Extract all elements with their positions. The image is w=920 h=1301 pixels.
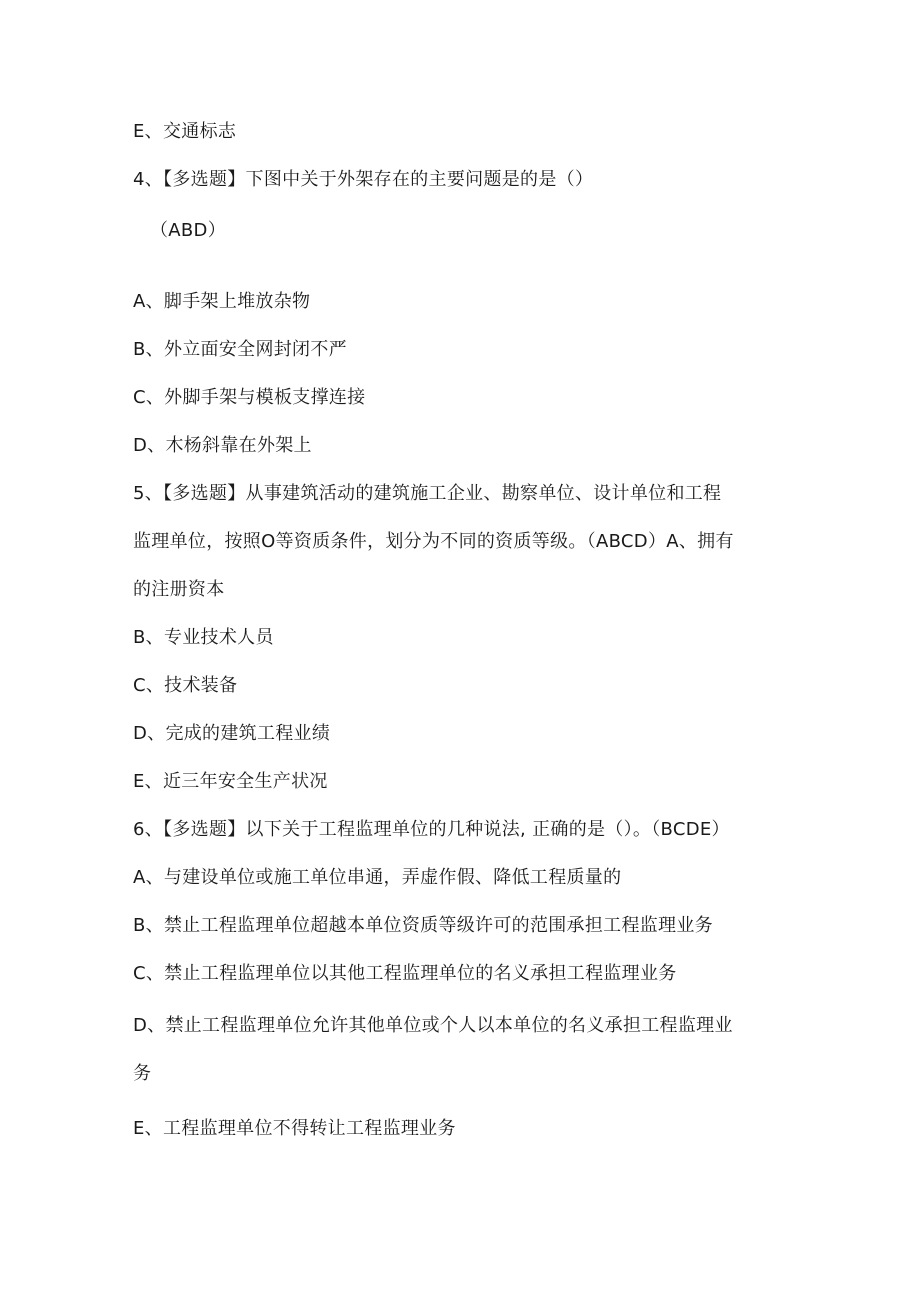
q6-option-b: B、禁止工程监理单位超越本单位资质等级许可的范围承担工程监理业务 xyxy=(133,915,713,936)
q4-option-b: B、外立面安全网封闭不严 xyxy=(133,339,347,360)
q6-option-e: E、工程监理单位不得转让工程监理业务 xyxy=(133,1118,456,1139)
q4-question: 4、【多选题】下图中关于外架存在的主要问题是的是（） xyxy=(133,169,594,190)
q5-question-line-3: 的注册资本 xyxy=(133,579,225,600)
q6-question: 6、【多选题】以下关于工程监理单位的几种说法, 正确的是（）。（BCDE） xyxy=(133,819,730,840)
q4-answer: （ABD） xyxy=(150,220,227,241)
q5-option-d: D、完成的建筑工程业绩 xyxy=(133,723,331,744)
q5-option-c: C、技术装备 xyxy=(133,675,238,696)
q6-option-d-line-1: D、禁止工程监理单位允许其他单位或个人以本单位的名义承担工程监理业 xyxy=(133,1015,733,1036)
q5-option-e: E、近三年安全生产状况 xyxy=(133,771,328,792)
q5-question-line-2: 监理单位，按照O等资质条件，划分为不同的资质等级。（ABCD）A、拥有 xyxy=(133,531,734,552)
q4-option-d: D、木杨斜靠在外架上 xyxy=(133,435,312,456)
q6-option-d-line-2: 务 xyxy=(133,1063,152,1084)
q6-option-c: C、禁止工程监理单位以其他工程监理单位的名义承担工程监理业务 xyxy=(133,963,677,984)
q5-question-line-1: 5、【多选题】从事建筑活动的建筑施工企业、勘察单位、设计单位和工程 xyxy=(133,483,722,504)
q4-option-a: A、脚手架上堆放杂物 xyxy=(133,291,311,312)
q4-option-c: C、外脚手架与模板支撑连接 xyxy=(133,387,366,408)
q6-option-a: A、与建设单位或施工单位串通，弄虚作假、降低工程质量的 xyxy=(133,867,622,888)
q3-option-e: E、交通标志 xyxy=(133,121,237,142)
q5-option-b: B、专业技术人员 xyxy=(133,627,274,648)
